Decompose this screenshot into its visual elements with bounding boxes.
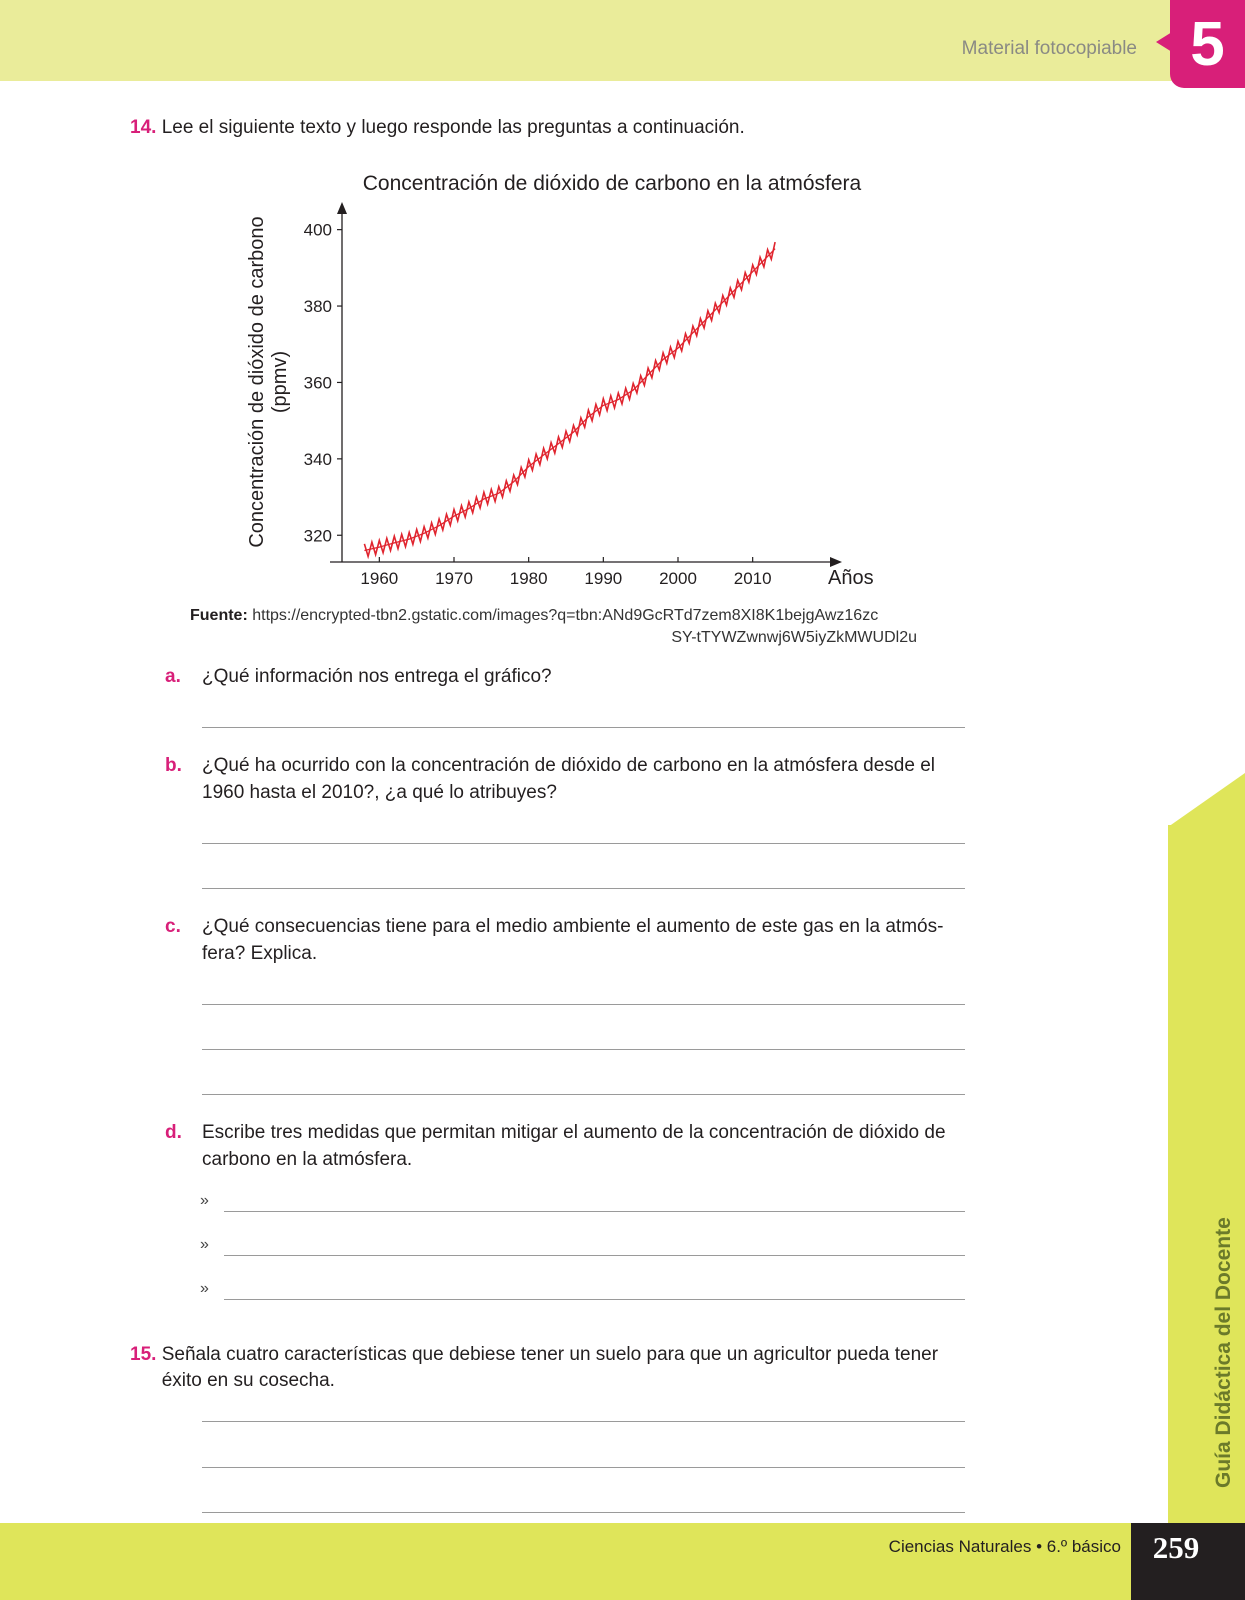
answer-line-15-3[interactable] <box>202 1512 965 1513</box>
sub-question-c <box>165 913 965 967</box>
co2-seasonal-line <box>364 242 775 556</box>
measure-row-1[interactable] <box>200 1192 965 1212</box>
measure-row-2[interactable] <box>200 1236 965 1256</box>
chart-ylabel-line1: Concentración de dióxido de carbono <box>246 216 268 548</box>
footer-band <box>0 1523 1245 1600</box>
header-label: Material fotocopiable <box>961 38 1137 59</box>
sub-question-c-letter: c. <box>165 916 181 937</box>
answer-line-a-1[interactable] <box>202 727 965 728</box>
measure-row-3[interactable] <box>200 1280 965 1300</box>
answer-line-c-1[interactable] <box>202 1004 965 1005</box>
measure-answer-line-2[interactable] <box>224 1255 965 1256</box>
side-label: Guía Didáctica del Docente <box>1212 1217 1235 1488</box>
question-15-text: Señala cuatro características que debiese tener un suelo para que un agricultor pueda tener éxito en su cosecha. <box>161 1344 939 1391</box>
question-14-text: Lee el siguiente texto y luego responde las preguntas a continuación. <box>161 117 745 138</box>
measure-answer-line-1[interactable] <box>224 1211 965 1212</box>
y-tick-label: 380 <box>303 297 332 317</box>
question-14 <box>130 117 745 139</box>
answer-line-b-1[interactable] <box>202 843 965 844</box>
y-tick-label: 320 <box>303 526 332 546</box>
y-axis-arrow <box>337 202 347 214</box>
sub-question-d <box>165 1119 965 1173</box>
measure-answer-line-3[interactable] <box>224 1299 965 1300</box>
sub-question-b <box>165 752 965 806</box>
footer-text: Ciencias Naturales • 6.º básico <box>888 1537 1121 1556</box>
sub-question-d-text: Escribe tres medidas que permitan mitigar el aumento de la concentración de dióxido de carbono en la atmósfera. <box>202 1122 946 1170</box>
x-tick-label: 1970 <box>435 569 473 588</box>
bullet-mark: » <box>200 1280 209 1297</box>
answer-line-c-3[interactable] <box>202 1094 965 1095</box>
answer-line-b-2[interactable] <box>202 888 965 889</box>
chart-xlabel: Años <box>828 567 874 589</box>
co2-trend-line <box>364 249 775 551</box>
answer-line-c-2[interactable] <box>202 1049 965 1050</box>
x-axis-arrow <box>830 557 842 567</box>
x-tick-label: 2010 <box>733 569 772 588</box>
x-tick-label: 1960 <box>360 569 399 588</box>
x-tick-label: 2000 <box>659 569 697 588</box>
bullet-mark: » <box>200 1236 209 1253</box>
chart-source <box>190 605 917 649</box>
chart-ylabel-line2: (ppmv) <box>269 350 291 414</box>
question-15-number: 15. <box>130 1344 157 1365</box>
source-url-line2: SY-tTYWZwnwj6W5iyZkMWUDl2u <box>671 629 917 646</box>
x-tick-label: 1990 <box>584 569 623 588</box>
chart-title: Concentración de dióxido de carbono en la atmósfera <box>362 172 862 195</box>
question-14-number: 14. <box>130 117 157 138</box>
co2-chart <box>230 160 890 600</box>
sub-question-a <box>165 663 965 690</box>
sub-question-b-letter: b. <box>165 755 182 776</box>
sub-question-a-text: ¿Qué información nos entrega el gráfico? <box>202 666 552 687</box>
chapter-number: 5 <box>1190 10 1225 79</box>
sub-question-a-letter: a. <box>165 666 181 687</box>
sub-question-b-text: ¿Qué ha ocurrido con la concentración de dióxido de carbono en la atmósfera desde el 1960 hasta el 2010?, ¿a qué lo atribuyes? <box>202 755 936 803</box>
y-tick-label: 360 <box>303 373 332 393</box>
answer-line-15-1[interactable] <box>202 1421 965 1422</box>
y-tick-label: 400 <box>303 220 332 240</box>
page-number: 259 <box>1152 1530 1200 1565</box>
question-15 <box>130 1342 970 1394</box>
source-label: Fuente: <box>190 607 248 624</box>
x-tick-label: 1980 <box>509 569 548 588</box>
bullet-mark: » <box>200 1192 209 1209</box>
source-url-line1: https://encrypted-tbn2.gstatic.com/images?q=tbn:ANd9GcRTd7zem8XI8K1bejgAwz16zc <box>252 607 879 624</box>
sub-question-c-text: ¿Qué consecuencias tiene para el medio ambiente el aumento de este gas en la atmós-fera? Explica. <box>202 916 944 964</box>
answer-line-15-2[interactable] <box>202 1467 965 1468</box>
sub-question-d-letter: d. <box>165 1122 182 1143</box>
y-tick-label: 340 <box>303 449 332 469</box>
